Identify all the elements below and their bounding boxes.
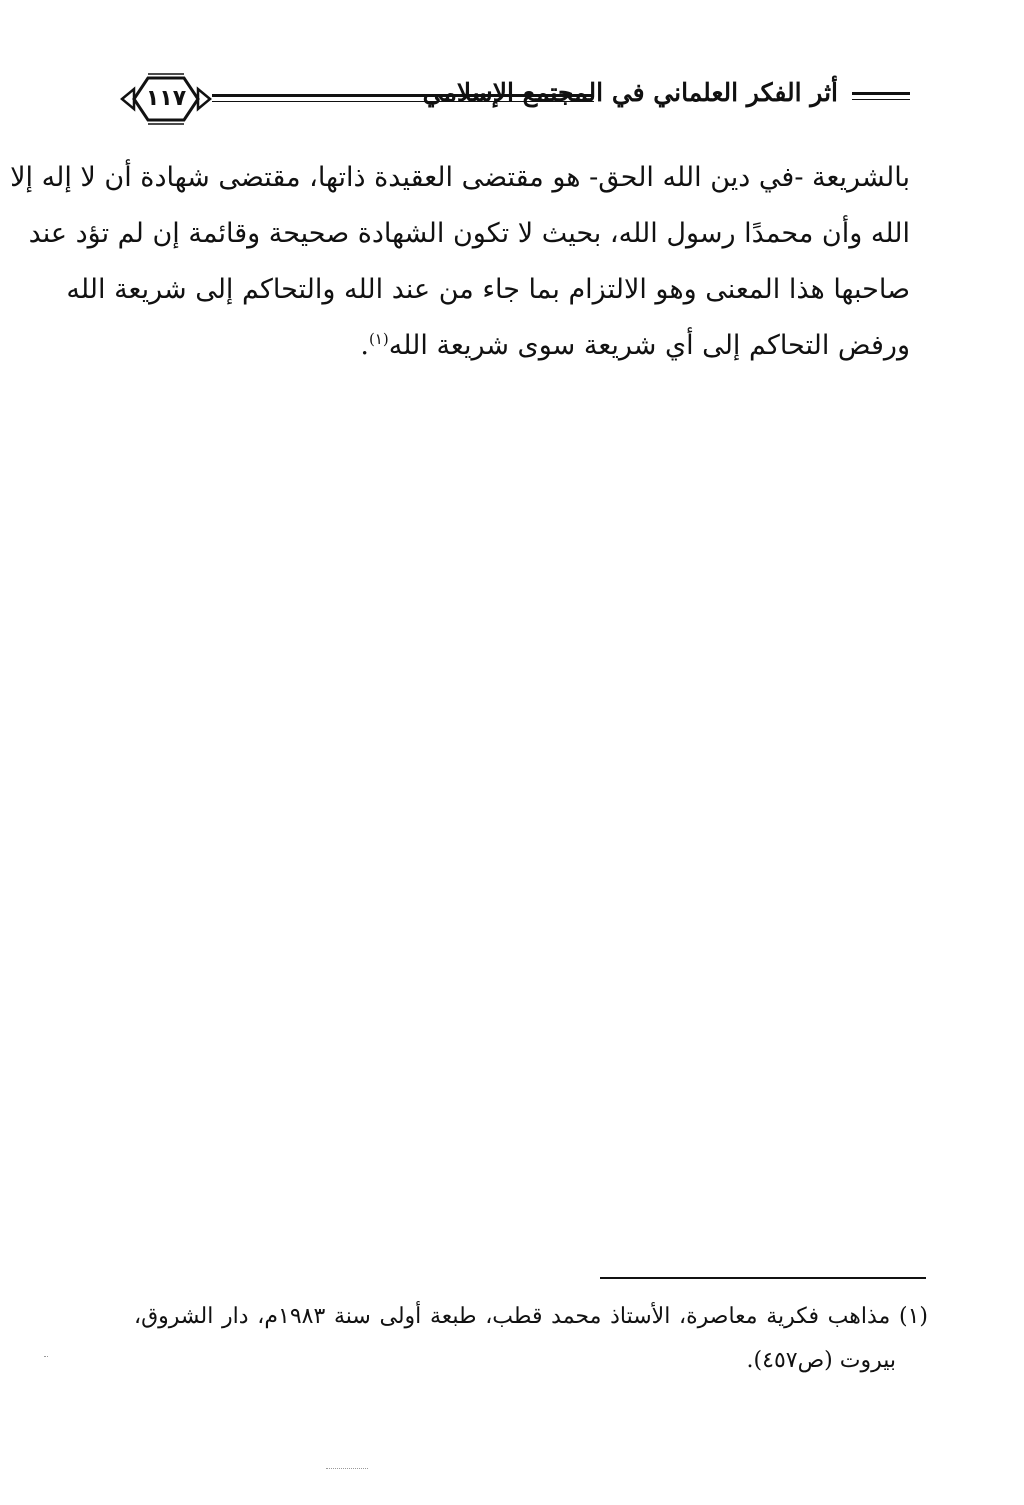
page-number: ١١٧ [145,86,187,111]
page-number-badge [120,68,212,130]
footnote-line-2: بيروت (ص٤٥٧). [746,1348,896,1373]
scan-artifact [326,1468,368,1469]
footnote-reference[interactable]: (١) [368,330,389,348]
book-title: أثر الفكر العلماني في المجتمع الإسلامي [422,78,838,107]
body-line-2: الله وأن محمدًا رسول الله، بحيث لا تكون الشهادة صحيحة وقائمة إن لم تؤد عند [28,218,910,249]
running-header [120,68,910,130]
end-punctuation: . [360,330,369,361]
body-line-4-text: ورفض التحاكم إلى أي شريعة سوى شريعة الله [388,330,910,361]
body-line-3: صاحبها هذا المعنى وهو الالتزام بما جاء من عند الله والتحاكم إلى شريعة الله [66,274,910,305]
body-line-4 [130,318,910,374]
scan-artifact [44,1356,48,1357]
footnote-separator [600,1277,926,1279]
footnotes [134,1295,928,1383]
footnote-line-1: (١) مذاهب فكرية معاصرة، الأستاذ محمد قطب، طبعة أولى سنة ١٩٨٣م، دار الشروق، [134,1304,928,1329]
header-ornament [852,90,910,104]
body-paragraph [10,150,910,374]
body-line-1: بالشريعة -في دين الله الحق- هو مقتضى العقيدة ذاتها، مقتضى شهادة أن لا إله إلا [10,162,910,193]
